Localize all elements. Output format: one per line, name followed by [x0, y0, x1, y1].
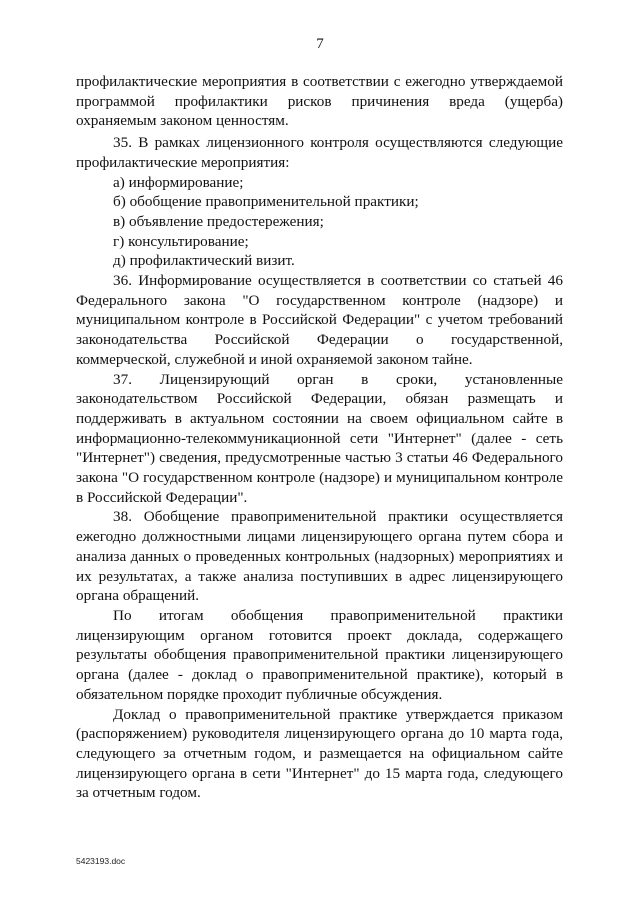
paragraph-continuation: профилактические мероприятия в соответствии с ежегодно утверждаемой программой профилактики рисков причинения вреда (ущерба) охраняемым законом ценностям. — [76, 73, 563, 130]
paragraph-37: 37. Лицензирующий орган в сроки, установленные законодательством Российской Федерации, обязан размещать и поддерживать в актуальном состоянии на своем официальном сайте в информационно-телекоммуникационной сети "Интернет" (далее - сеть "Интернет") сведения, предусмотренные частью 3 статьи 46 Федерального закона "О государственном контроле (надзоре) и муниципальном контроле в Российской Федерации". — [76, 370, 563, 506]
list-item-d: д) профилактический визит. — [113, 252, 295, 270]
page-number: 7 — [316, 36, 324, 52]
paragraph-report-approval: Доклад о правоприменительной практике утверждается приказом (распоряжением) руководителя лицензирующего органа до 10 марта года, следующего за отчетным годом, и размещается на официальном сайте лицензирующего органа в сети "Интернет" до 15 марта года, следующего за отчетным годом. — [76, 705, 563, 802]
paragraph-36: 36. Информирование осуществляется в соответствии со статьей 46 Федерального закона "О государственном контроле (надзоре) и муниципальном контроле в Российской Федерации" с учетом требований законодательства Российской Федерации о государственной, коммерческой, служебной и иной охраняемой законом тайне. — [76, 272, 563, 368]
document-body — [76, 72, 563, 803]
paragraph-35: 35. В рамках лицензионного контроля осуществляются следующие профилактические мероприятия: — [76, 134, 563, 171]
list-item-v: в) объявление предостережения; — [113, 212, 324, 230]
paragraph-38: 38. Обобщение правоприменительной практики осуществляется ежегодно должностными лицами лицензирующего органа путем сбора и анализа данных о проведенных контрольных (надзорных) мероприятиях и их результатах, а также анализа поступивших в адрес лицензирующего органа обращений. — [76, 508, 563, 605]
file-code-footer: 5423193.doc — [76, 856, 126, 866]
list-item-b: б) обобщение правоприменительной практики; — [113, 193, 419, 211]
list-item-a: а) информирование; — [113, 173, 244, 191]
list-item-g: г) консультирование; — [113, 232, 249, 250]
paragraph-report-preparation: По итогам обобщения правоприменительной практики лицензирующим органом готовится проект доклада, содержащего результаты обобщения правоприменительной практики лицензирующего органа (далее - доклад о правоприменительной практике), который в обязательном порядке проходит публичные обсуждения. — [76, 606, 563, 703]
